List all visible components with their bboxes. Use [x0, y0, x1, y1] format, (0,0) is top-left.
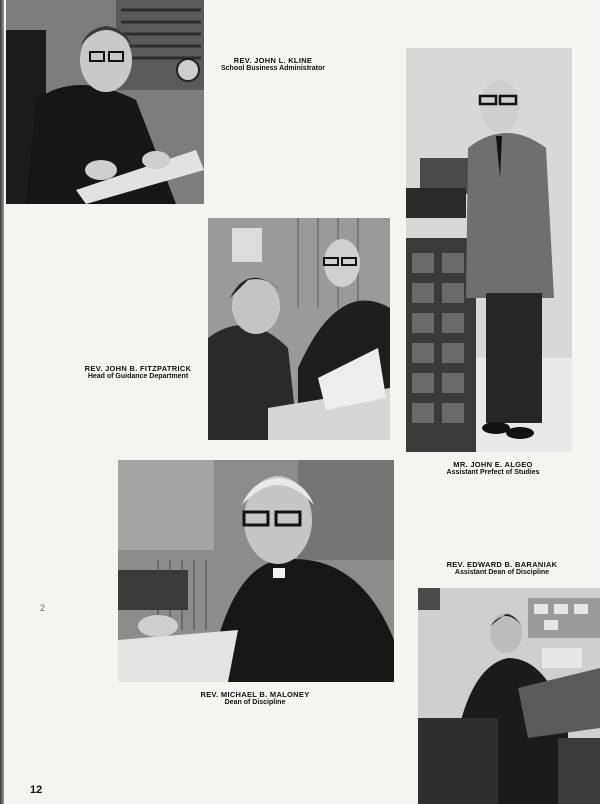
- title-kline: School Business Administrator: [221, 65, 325, 73]
- photo-fitzpatrick: [208, 218, 390, 440]
- title-baraniak: Assistant Dean of Discipline: [454, 569, 550, 577]
- page-number: 12: [30, 784, 43, 796]
- margin-mark: 2: [40, 603, 46, 613]
- photo-baraniak: [418, 588, 600, 804]
- caption-maloney: [190, 690, 320, 708]
- caption-baraniak: [432, 560, 572, 578]
- name-kline: REV. JOHN L. KLINE: [233, 56, 313, 65]
- page-edge-shadow: [0, 0, 4, 804]
- name-algeo: MR. JOHN E. ALGEO: [453, 460, 533, 469]
- name-baraniak: REV. EDWARD B. BARANIAK: [446, 560, 558, 569]
- photo-algeo: [406, 48, 572, 452]
- title-maloney: Dean of Discipline: [224, 699, 286, 707]
- title-fitzpatrick: Head of Guidance Department: [87, 373, 189, 381]
- caption-fitzpatrick: [70, 364, 206, 382]
- caption-kline: [208, 56, 338, 74]
- photo-maloney: [118, 460, 394, 682]
- name-maloney: REV. MICHAEL B. MALONEY: [200, 690, 310, 699]
- title-algeo: Assistant Prefect of Studies: [446, 469, 540, 477]
- name-fitzpatrick: REV. JOHN B. FITZPATRICK: [84, 364, 192, 373]
- photo-kline: [6, 0, 204, 204]
- caption-algeo: [428, 460, 558, 478]
